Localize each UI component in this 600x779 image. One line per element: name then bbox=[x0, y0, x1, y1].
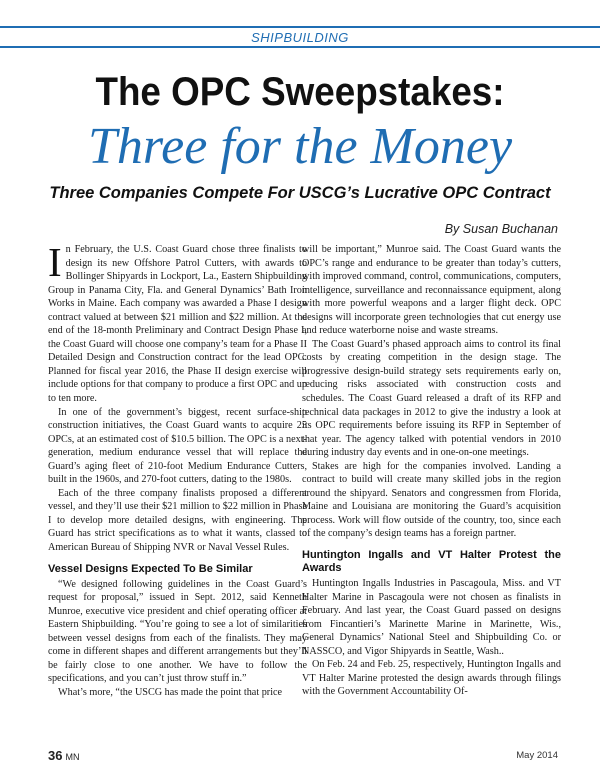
drop-cap: I bbox=[48, 239, 62, 285]
page-footer-left bbox=[48, 748, 79, 763]
article-deck: Three Companies Compete For USCG’s Lucrative OPC Contract bbox=[49, 184, 551, 202]
section-heading: Huntington Ingalls and VT Halter Protest the Awards bbox=[302, 549, 561, 575]
article-title: The OPC Sweepstakes: bbox=[95, 70, 505, 114]
section-header-bar bbox=[0, 26, 600, 48]
left-column bbox=[48, 239, 308, 700]
byline: By Susan Buchanan bbox=[444, 222, 558, 236]
section-heading: Vessel Designs Expected To Be Similar bbox=[48, 562, 253, 575]
right-column bbox=[302, 243, 561, 699]
page-number: 36 bbox=[48, 748, 63, 763]
paragraph: “We designed following guidelines in the Coast Guard’s request for proposal,” issued in Sept. 2012, said Kenneth Munroe, executive vice president and chief operating officer at Eastern Shipbuilding. “You’re going to see a lot of similarities between vessel designs from each of the finalists. They may come in different shapes and different arrangements but they’ll be fairly close to one another. We have to follow the specifications, and you can’t just throw stuff in.” bbox=[48, 578, 307, 685]
paragraph bbox=[48, 239, 308, 406]
section-label: SHIPBUILDING bbox=[251, 29, 349, 45]
paragraph-text: n February, the U.S. Coast Guard chose three finalists to design its new Offshore Patrol Cutters, with awards to Bollinger Shipyards in Lockport, La., Eastern Shipbuilding Group in Panama City, Fla. and General Dynamics’ Bath Iron Works in Maine. Each company was awarded a Phase I design contract valued at between $21 million and $22 million. At the end of the 18-month Preliminary and Contract Design Phase I, the Coast Guard will choose one company’s team for a Phase II Detailed Design and Construction contract for the lead OPC. Planned for fiscal year 2016, the Phase II design exercise will include options for that company to produce a first OPC and up to ten more. bbox=[48, 244, 308, 405]
paragraph: will be important,” Munroe said. The Coast Guard wants the OPC’s range and endurance to be greater than today’s cutters, with improved command, control, communications, computers, intelligence, surveillance and reconnaissance equipment, along with more powerful weapons and a larger flight deck. OPC designs will incorporate green technologies that cut energy use and reduce waterborne noise and waste streams. bbox=[302, 244, 561, 337]
paragraph: Huntington Ingalls Industries in Pascagoula, Miss. and VT Halter Marine in Pascagoula were not chosen as finalists in February. And last year, the Coast Guard passed on designs from Fincantieri’s Marinette Marine in Marinette, Wis., General Dynamics’ National Steel and Shipbuilding Co. or NASSCO, and Vigor Shipyards in Seattle, Wash.. bbox=[302, 578, 561, 657]
paragraph: Each of the three company finalists proposed a different vessel, and they’ll use their $21 million to $22 million in Phase I to develop more detailed designs, with engineering. The Guard has strict specifications as to what it wants, classed to American Bureau of Shipping NVR or Naval Vessel Rules. bbox=[48, 487, 307, 554]
paragraph: The Coast Guard’s phased approach aims to control its final costs by creating competition in the design stage. The progressive design-build strategy sets requirements early on, reducing risks associated with construction costs and schedules. The Coast Guard released a draft of its RFP and technical data packages in 2012 to give the industry a look at its OPC requirements before issuing its RFP in September of that year. The agency talked with potential vendors in 2010 during industry day events and in one-on-one meetings. bbox=[302, 338, 561, 459]
issue-date: May 2014 bbox=[516, 750, 558, 761]
paragraph: In one of the government’s biggest, recent surface-ship construction initiatives, the Coast Guard wants to acquire 25 OPCs, at an estimated cost of $10.5 billion. The OPC is a next-generation, medium endurance vessel that will replace the Guard’s aging fleet of 210-foot Medium Endurance Cutters, built in the 1960s, and 270-foot cutters, dating to the 1980s. bbox=[48, 406, 307, 486]
paragraph: Stakes are high for the companies involved. Landing a contract to build will create many skilled jobs in the region around the shipyard. Senators and congressmen from Florida, Maine and Louisiana are monitoring the Guard’s acquisition process. Work will flow outside of the country, too, since each of the company’s design teams has a foreign partner. bbox=[302, 460, 561, 540]
publication-name: MN bbox=[65, 752, 80, 762]
paragraph: What’s more, “the USCG has made the point that price bbox=[58, 686, 283, 698]
article-title-subline: Three for the Money bbox=[87, 118, 513, 175]
paragraph: On Feb. 24 and Feb. 25, respectively, Huntington Ingalls and VT Halter Marine protested the design awards through filings with the Government Accountability Of- bbox=[302, 659, 561, 698]
